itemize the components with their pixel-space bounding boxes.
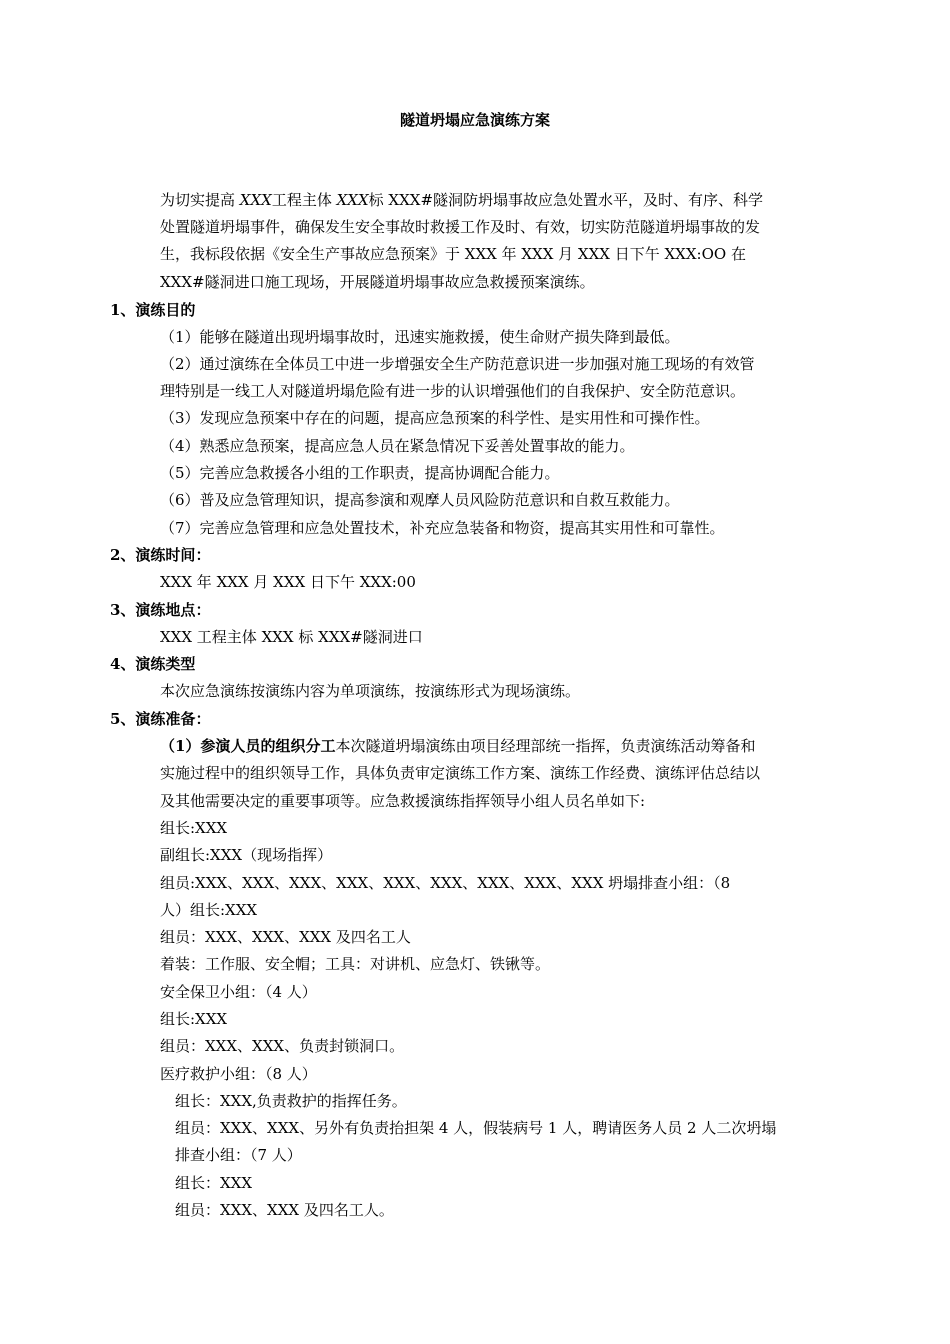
section-3-heading: 3、演练地点： (110, 601, 211, 619)
intro-text: 标 XXX#隧洞防坍塌事故应急处置水平，及时、有序、科学 (368, 191, 764, 209)
purpose-item-3: （3）发现应急预案中存在的问题，提高应急预案的科学性、是实用性和可操作性。 (160, 409, 710, 427)
command-deputy: 副组长:XXX（现场指挥） (160, 846, 333, 864)
purpose-item-2-line-1: （2）通过演练在全体员工中进一步增强安全生产防范意识进一步加强对施工现场的有效管 (160, 355, 755, 373)
prep-item-1-title: （1）参演人员的组织分工 (160, 737, 336, 755)
intro-text: 为切实提高 (160, 191, 240, 209)
intro-line-3: 生，我标段依据《安全生产事故应急预案》于 XXX 年 XXX 月 XXX 日下午 XXX:OO 在 (160, 245, 746, 263)
document-title: 隧道坍塌应急演练方案 (399, 111, 550, 129)
purpose-item-2-line-2: 理特别是一线工人对隧道坍塌危险有进一步的认识增强他们的自我保护、安全防范意识。 (160, 382, 746, 400)
security-group-members: 组员：XXX、XXX、负责封锁洞口。 (160, 1037, 405, 1055)
command-members-line-2: 人）组长:XXX (160, 901, 258, 919)
security-group-heading: 安全保卫小组：（4 人） (160, 983, 317, 1001)
intro-line-1 (160, 188, 763, 212)
section-5-heading: 5、演练准备： (110, 710, 211, 728)
intro-line-4: XXX#隧洞进口施工现场，开展隧道坍塌事故应急救援预案演练。 (160, 273, 595, 291)
purpose-item-5: （5）完善应急救援各小组的工作职责，提高协调配合能力。 (160, 464, 560, 482)
second-collapse-leader: 组长：XXX (175, 1174, 253, 1192)
security-group-leader: 组长:XXX (160, 1010, 228, 1028)
search-group-equipment: 着装：工作服、安全帽；工具：对讲机、应急灯、铁锹等。 (160, 955, 551, 973)
purpose-item-7: （7）完善应急管理和应急处置技术，补充应急装备和物资，提高其实用性和可靠性。 (160, 519, 725, 537)
second-collapse-members: 组员：XXX、XXX 及四名工人。 (175, 1201, 394, 1219)
medical-group-members-line-2: 排查小组：（7 人） (175, 1146, 302, 1164)
purpose-item-6: （6）普及应急管理知识，提高参演和观摩人员风险防范意识和自救互救能力。 (160, 491, 680, 509)
section-1-heading: 1、演练目的 (110, 301, 196, 319)
search-group-members: 组员：XXX、XXX、XXX 及四名工人 (160, 928, 411, 946)
drill-time: XXX 年 XXX 月 XXX 日下午 XXX:00 (160, 573, 416, 591)
intro-line-2: 处置隧道坍塌事件，确保发生安全事故时救援工作及时、有效，切实防范隧道坍塌事故的发 (160, 218, 761, 236)
drill-type: 本次应急演练按演练内容为单项演练，按演练形式为现场演练。 (160, 682, 581, 700)
section-4-heading: 4、演练类型 (110, 655, 196, 673)
prep-item-1-line-2: 实施过程中的组织领导工作，具体负责审定演练工作方案、演练工作经费、演练评估总结以 (160, 764, 761, 782)
intro-placeholder: XXX (239, 191, 272, 209)
medical-group-leader: 组长：XXX,负责救护的指挥任务。 (175, 1092, 407, 1110)
command-members-line-1: 组员:XXX、XXX、XXX、XXX、XXX、XXX、XXX、XXX、XXX 坍塌排查小组：（8 (160, 874, 731, 892)
prep-item-1-line-1 (160, 734, 755, 758)
prep-item-1-line-3: 及其他需要决定的重要事项等。应急救援演练指挥领导小组人员名单如下: (160, 792, 646, 810)
command-leader: 组长:XXX (160, 819, 228, 837)
drill-location: XXX 工程主体 XXX 标 XXX#隧洞进口 (160, 628, 423, 646)
prep-item-1-text: 本次隧道坍塌演练由项目经理部统一指挥，负责演练活动筹备和 (335, 737, 756, 755)
purpose-item-1: （1）能够在隧道出现坍塌事故时，迅速实施救援，使生命财产损失降到最低。 (160, 328, 680, 346)
purpose-item-4: （4）熟悉应急预案，提高应急人员在紧急情况下妥善处置事故的能力。 (160, 437, 635, 455)
intro-text: 工程主体 (271, 191, 337, 209)
intro-placeholder: XXX (336, 191, 369, 209)
medical-group-heading: 医疗救护小组：（8 人） (160, 1065, 317, 1083)
medical-group-members-line-1: 组员：XXX、XXX、另外有负责抬担架 4 人，假装病号 1 人，聘请医务人员 2 人二次坍塌 (175, 1119, 777, 1137)
section-2-heading: 2、演练时间： (110, 546, 211, 564)
